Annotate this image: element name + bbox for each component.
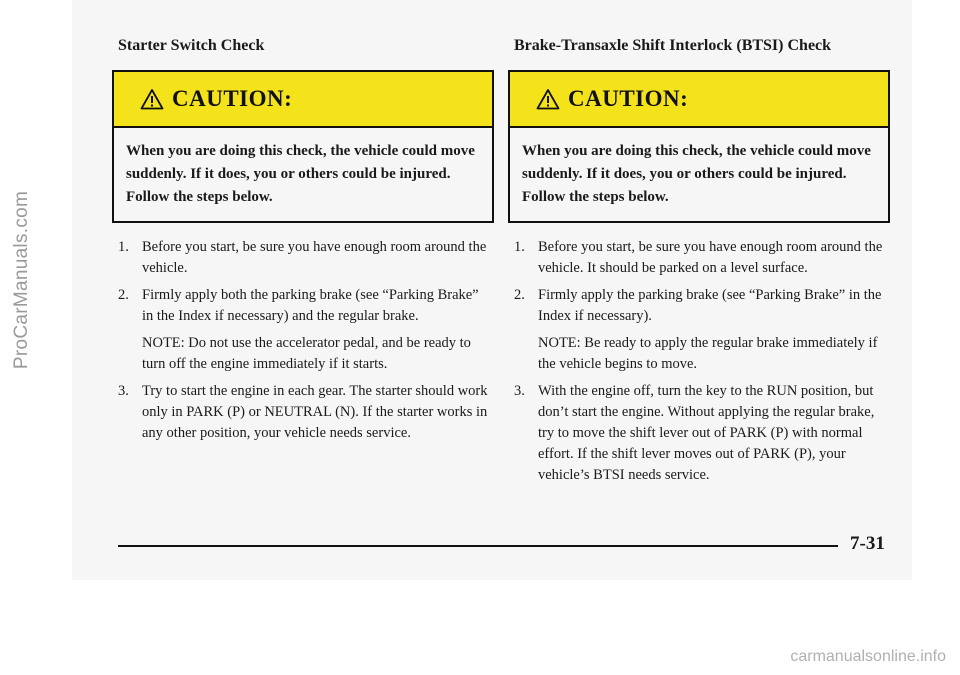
list-item: 1. Before you start, be sure you have enough room around the vehicle. [118, 239, 487, 276]
warning-triangle-icon [140, 88, 164, 110]
caution-text: When you are doing this check, the vehicle could move suddenly. If it does, you or others could be injured. Follow the steps below. [522, 143, 871, 205]
caution-label: CAUTION: [568, 86, 689, 111]
footer-rule [118, 545, 838, 547]
caution-label: CAUTION: [172, 86, 293, 111]
bottom-watermark: carmanualsonline.info [790, 648, 946, 665]
caution-header [510, 72, 888, 128]
steps-list [508, 237, 888, 486]
list-item: 3. With the engine off, turn the key to the RUN position, but don’t start the engine. Without applying the regular brake, try to move the shift lever out of PARK (P) with normal effort. If the shift lever moves out of PARK (P), your vehicle’s BTSI needs service. [514, 383, 875, 483]
btsi-check-section [508, 36, 888, 492]
page-number: 7-31 [850, 533, 885, 554]
section-title: Brake-Transaxle Shift Interlock (BTSI) Check [514, 37, 832, 54]
list-item: 2. Firmly apply the parking brake (see “Parking Brake” in the Index if necessary). NOTE: Be ready to apply the regular brake immediately if the vehicle begins to move. [508, 285, 888, 375]
side-watermark: ProCarManuals.com [11, 190, 32, 370]
step-note: NOTE: Do not use the accelerator pedal, and be ready to turn off the engine immediately if it starts. [142, 335, 471, 372]
caution-box [508, 70, 890, 223]
steps-list [112, 237, 492, 444]
list-item: 3. Try to start the engine in each gear. The starter should work only in PARK (P) or NEUTRAL (N). If the starter works in any other position, your vehicle needs service. [118, 383, 488, 441]
section-title: Starter Switch Check [118, 37, 265, 54]
caution-header [114, 72, 492, 128]
warning-triangle-icon [536, 88, 560, 110]
caution-text: When you are doing this check, the vehicle could move suddenly. If it does, you or others could be injured. Follow the steps below. [126, 143, 475, 205]
caution-box [112, 70, 494, 223]
starter-switch-section [112, 36, 492, 450]
list-item: 1. Before you start, be sure you have enough room around the vehicle. It should be parked on a level surface. [514, 239, 883, 276]
list-item: 2. Firmly apply both the parking brake (see “Parking Brake” in the Index if necessary) and the regular brake. NOTE: Do not use the accelerator pedal, and be ready to turn off the engine immediately if it starts. [112, 285, 492, 375]
step-note: NOTE: Be ready to apply the regular brake immediately if the vehicle begins to move. [538, 335, 878, 372]
